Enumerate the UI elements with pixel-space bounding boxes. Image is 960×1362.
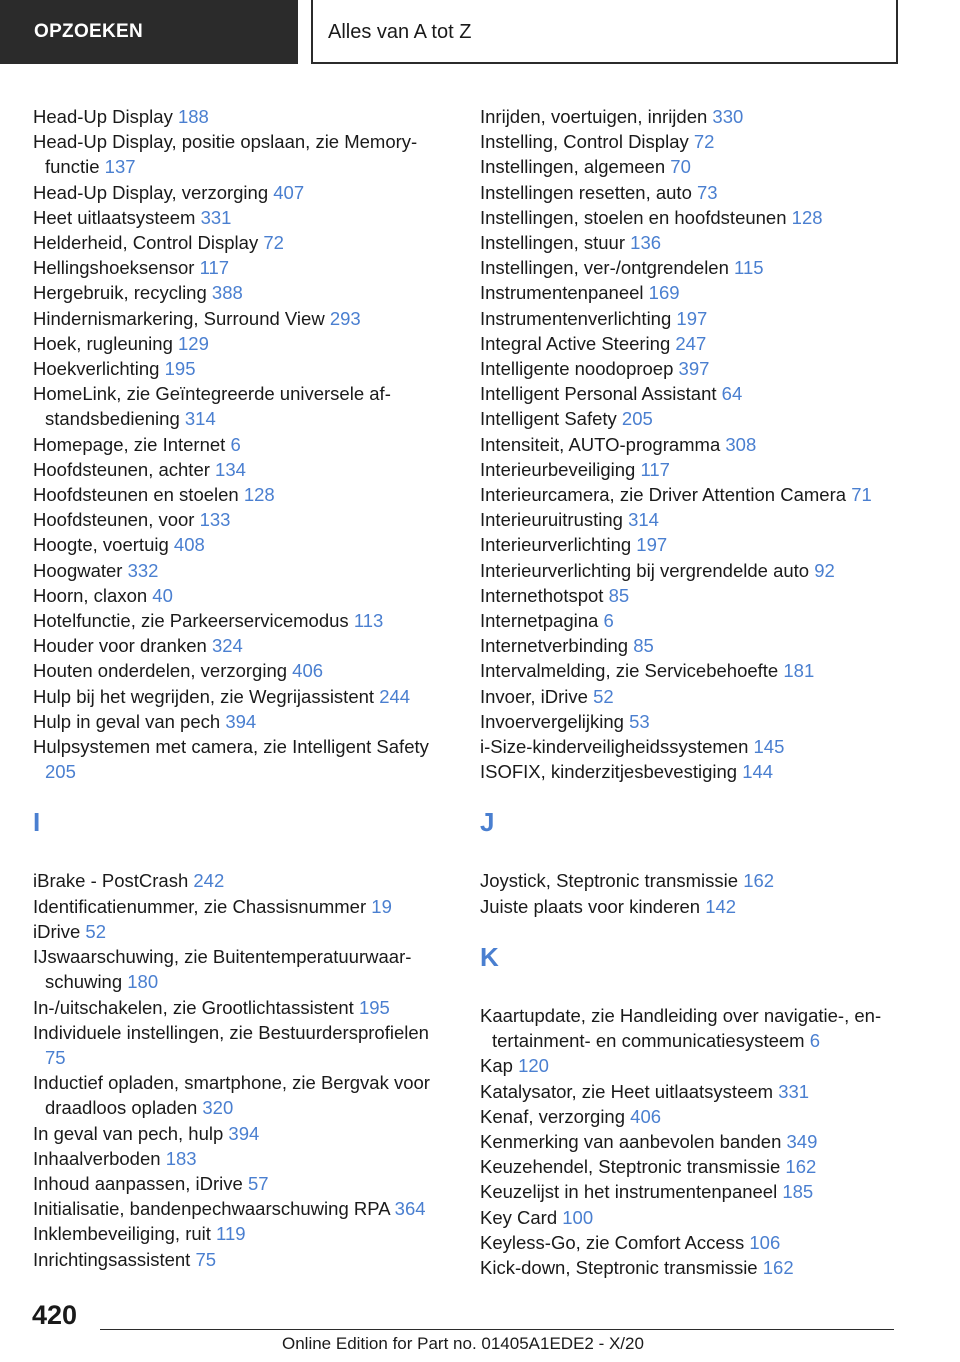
index-entry [480,1053,900,1078]
index-entry-page-link[interactable]: 293 [329,307,361,329]
index-entry-text: Instellingen resetten, auto [480,181,698,203]
index-entry-page-link[interactable]: 244 [379,685,411,707]
index-entry-text: Initialisatie, bandenpechwaarschuwing RPA [33,1198,395,1220]
index-entry [480,457,900,482]
index-entry-page-link[interactable]: 397 [678,358,710,380]
index-entry-page-link[interactable]: 52 [85,920,106,942]
index-column-left [33,104,443,1272]
index-entry-text: In-/uitschakelen, zie Grootlichtassistent [33,996,359,1018]
index-entry [480,558,900,583]
index-entry-page-link[interactable]: 75 [45,1046,66,1068]
index-entry-text: Intensiteit, AUTO-programma [480,433,726,455]
index-entry-page-link[interactable]: 388 [211,282,243,304]
index-entry-page-link[interactable]: 117 [640,458,670,480]
index-entry-text: Key Card [480,1206,563,1228]
index-entry [33,331,443,356]
index-entry-text: Houten onderdelen, verzorging [33,660,293,682]
index-entry [33,608,443,633]
index-entry-page-link[interactable]: 85 [633,635,654,657]
index-entry-text: Hoogte, voertuig [33,534,174,556]
index-entry-page-link[interactable]: 129 [178,332,209,354]
index-entry-text: Hulp in geval van pech [33,710,226,732]
index-entry-text: Instellingen, algemeen [480,156,671,178]
index-entry-text: Houder voor dranken [33,635,212,657]
index-entry-text: Interieurverlichting bij vergrendelde auto [480,559,815,581]
index-entry-page-link[interactable]: 407 [273,181,305,203]
index-entry-text: Helderheid, Control Display [33,232,264,254]
index-entry [33,1196,443,1221]
index-entry-text: Hulp bij het wegrijden, zie Wegrijassistent [33,685,380,707]
index-section-letter: K [480,941,499,972]
index-entry [33,356,443,381]
index-entry [480,734,900,759]
index-entry-text: Hindernismarkering, Surround View [33,307,330,329]
index-entry [480,432,900,457]
index-entry [480,482,900,507]
index-section-letter: I [33,807,41,838]
index-entry-page-link[interactable]: 53 [629,710,650,732]
index-entry [480,868,900,893]
index-entry-page-link[interactable]: 394 [228,1122,260,1144]
index-entry [33,104,443,129]
index-entry-page-link[interactable]: 324 [211,635,243,657]
index-entry-page-link[interactable]: 117 [199,257,230,279]
index-entry-text: Kaartupdate, zie Handleiding over navigatie-, entertainment- en communicatiesysteem [480,1004,882,1052]
index-entry-page-link[interactable]: 142 [705,895,737,917]
index-entry-page-link[interactable]: 6 [603,610,614,632]
index-entry-page-link[interactable]: 119 [216,1223,246,1245]
index-entry-text: Identificatienummer, zie Chassisnummer [33,895,372,917]
index-entry-text: Hoekverlichting [33,358,165,380]
index-entry-page-link[interactable]: 115 [734,257,764,279]
index-entry [480,1079,900,1104]
index-entry [33,868,443,893]
index-entry-page-link[interactable]: 144 [742,761,774,783]
index-entry-text: Kick-down, Steptronic transmissie [480,1256,763,1278]
index-entry-text: Internethotspot [480,584,609,606]
index-entry [480,658,900,683]
index-entry-page-link[interactable]: 72 [693,131,715,153]
index-entry-text: Integral Active Steering [480,332,676,354]
index-entry [480,306,900,331]
index-entry-text: Head-Up Display [33,106,178,127]
index-entry-text: iBrake - PostCrash [33,870,194,892]
index-entry [480,255,900,280]
index-entry-page-link[interactable]: 331 [200,206,232,228]
index-entry-page-link[interactable]: 308 [725,433,757,455]
index-entry-page-link[interactable]: 75 [195,1248,217,1270]
index-entry-text: Keyless-Go, zie Comfort Access [480,1231,750,1253]
index-entry-text: Hoofdsteunen en stoelen [33,484,244,506]
index-entry-page-link[interactable]: 349 [786,1130,818,1152]
index-entry [480,1129,900,1154]
index-entry-text: Hulpsystemen met camera, zie Intelligent Safety [33,736,429,758]
section-tab: OPZOEKEN [0,0,298,64]
index-entry [33,1171,443,1196]
index-entry-text: Invoervergelijking [480,710,630,732]
index-entry-text: In geval van pech, hulp [33,1122,229,1144]
index-entry-page-link[interactable]: 57 [247,1172,269,1194]
index-entry [33,658,443,683]
index-entry-text: Keuzehendel, Steptronic transmissie [480,1156,786,1178]
index-entry-page-link[interactable]: 64 [721,383,743,405]
index-entry-text: Invoer, iDrive [480,685,594,707]
index-entry-text: Hoorn, claxon [33,584,153,606]
index-entry-text: Intervalmelding, zie Servicebehoefte [480,660,784,682]
index-entry [480,894,900,919]
index-entry-page-link[interactable]: 195 [358,996,390,1018]
index-entry-page-link[interactable]: 364 [394,1198,426,1220]
index-entry-text: Head-Up Display, verzorging [33,181,274,203]
index-entry [33,1070,443,1120]
index-entry [33,1247,443,1272]
index-entry [33,684,443,709]
index-entry-text: Joystick, Steptronic transmissie [480,870,744,892]
index-entry-page-link[interactable]: 331 [778,1080,810,1102]
index-entry [33,944,443,994]
index-entry [480,180,900,205]
index-entry-page-link[interactable]: 197 [676,307,708,329]
index-entry [33,230,443,255]
index-entry-page-link[interactable]: 6 [230,433,241,455]
index-entry-text: Hellingshoeksensor [33,257,200,279]
index-entry [33,205,443,230]
index-entry-page-link[interactable]: 106 [749,1231,781,1253]
index-entry-text: Kap [480,1055,519,1077]
index-entry-page-link[interactable]: 100 [562,1206,594,1228]
index-entry-text: ISOFIX, kinderzitjesbevestiging [480,761,743,783]
index-entry [33,1121,443,1146]
index-entry-text: Hoek, rugleuning [33,332,179,354]
index-entry-page-link[interactable]: 6 [809,1030,821,1052]
index-entry-text: Instrumentenverlichting [480,307,677,329]
index-entry-text: Intelligente noodoproep [480,358,679,380]
index-entry-page-link[interactable]: 113 [353,610,384,632]
index-entry-page-link[interactable]: 181 [783,660,815,682]
index-entry-text: Inklembeveiliging, ruit [33,1223,217,1245]
index-entry-page-link[interactable]: 162 [762,1256,794,1278]
footer-divider [100,1329,894,1330]
index-entry [33,633,443,658]
index-entry-page-link[interactable]: 72 [263,232,284,254]
index-entry [33,709,443,734]
index-entry-page-link[interactable]: 162 [743,870,775,892]
index-entry-text: i-Size-kinderveiligheidssystemen [480,736,754,758]
index-entry-page-link[interactable]: 406 [630,1105,662,1127]
index-entry [33,919,443,944]
index-section-letter: J [480,807,495,838]
index-entry [480,154,900,179]
index-entry-text: Hoogwater [33,559,128,581]
index-entry-text: Interieurverlichting [480,534,637,556]
index-entry-text: Homepage, zie Internet [33,433,231,455]
index-entry [480,104,900,129]
index-entry [33,995,443,1020]
index-entry-page-link[interactable]: 185 [782,1181,814,1203]
index-entry-text: Interieurcamera, zie Driver Attention Camera [480,484,852,506]
index-entry [480,129,900,154]
index-entry-page-link[interactable]: 406 [292,660,324,682]
page-title: Alles van A tot Z [328,21,472,43]
index-entry-text: Head-Up Display, positie opslaan, zie Memoryfunctie [33,131,418,178]
index-entry-text: Intelligent Safety [480,408,622,430]
index-entry [480,1255,900,1280]
index-entry [480,1230,900,1255]
index-entry [480,1154,900,1179]
index-entry [480,381,900,406]
index-entry-text: Internetpagina [480,610,604,632]
index-entry [33,306,443,331]
index-entry-page-link[interactable]: 52 [593,685,614,707]
index-entry-text: Instrumentenpaneel [480,282,649,304]
index-entry-page-link[interactable]: 205 [45,761,76,783]
index-entry-text: Hotelfunctie, zie Parkeerservicemodus [33,610,354,632]
index-entry [480,230,900,255]
index-entry [480,1205,900,1230]
index-entry [33,894,443,919]
index-entry [33,532,443,557]
index-entry [480,709,900,734]
index-entry-text: Interieuruitrusting [480,509,629,531]
index-entry-page-link[interactable]: 408 [173,534,205,556]
index-entry [480,583,900,608]
index-entry-page-link[interactable]: 120 [518,1055,549,1077]
index-entry-page-link[interactable]: 195 [164,358,196,380]
index-entry-page-link[interactable]: 314 [628,509,659,531]
index-entry-page-link[interactable]: 197 [636,534,668,556]
index-entry-text: Instelling, Control Display [480,131,694,153]
index-entry-page-link[interactable]: 330 [712,106,744,127]
index-entry-text: Intelligent Personal Assistant [480,383,722,405]
index-entry [480,356,900,381]
index-entry-page-link[interactable]: 180 [127,971,159,993]
index-entry-text: Juiste plaats voor kinderen [480,895,706,917]
index-entry-text: Keuzelijst in het instrumentenpaneel [480,1181,783,1203]
index-entry-text: Interieurbeveiliging [480,458,641,480]
index-entry [480,1179,900,1204]
index-entry-text: Inhoud aanpassen, iDrive [33,1172,248,1194]
index-entry-page-link[interactable]: 188 [177,106,209,127]
index-entry-page-link[interactable]: 394 [225,710,257,732]
index-entry-page-link[interactable]: 314 [184,408,216,430]
page-number: 420 [32,1300,78,1330]
index-entry-text: Instellingen, stoelen en hoofdsteunen [480,206,792,228]
footer-edition-text: Online Edition for Part no. 01405A1EDE2 - X/20 [282,1334,644,1353]
index-entry-text: Inductief opladen, smartphone, zie Bergvak voor draadloos opladen [33,1072,430,1119]
index-entry [480,532,900,557]
index-entry-text: Inrijden, voertuigen, inrijden [480,106,713,127]
index-entry-page-link[interactable]: 70 [670,156,691,178]
index-entry [33,1221,443,1246]
index-entry [33,457,443,482]
index-entry-page-link[interactable]: 332 [127,559,159,581]
index-entry-text: Kenmerking van aanbevolen banden [480,1130,787,1152]
index-entry-page-link[interactable]: 162 [785,1156,817,1178]
index-entry-page-link[interactable]: 137 [104,156,136,178]
index-entry [33,583,443,608]
index-entry-page-link[interactable]: 134 [215,458,246,480]
index-entry [33,482,443,507]
index-entry [480,1104,900,1129]
index-entry-page-link[interactable]: 128 [243,484,275,506]
index-entry [33,1146,443,1171]
index-entry-text: iDrive [33,920,86,942]
index-entry-text: HomeLink, zie Geïntegreerde universele afstandsbediening [33,383,391,430]
index-entry [33,381,443,431]
index-entry-page-link[interactable]: 205 [621,408,653,430]
index-entry [480,759,900,784]
index-entry [33,507,443,532]
index-entry [480,1003,900,1053]
index-entry [33,255,443,280]
index-entry-page-link[interactable]: 92 [814,559,835,581]
index-entry-text: Inhaalverboden [33,1147,166,1169]
index-entry-text: Individuele instellingen, zie Bestuurdersprofielen [33,1021,429,1043]
index-entry [33,558,443,583]
index-entry-page-link[interactable]: 71 [851,484,872,506]
index-entry [480,331,900,356]
index-entry-text: Heet uitlaatsysteem [33,206,201,228]
index-entry-page-link[interactable]: 169 [648,282,680,304]
header-title-box [311,0,898,64]
index-column-right [480,104,900,1280]
index-entry [480,633,900,658]
index-entry-text: IJswaarschuwing, zie Buitentemperatuurwaarschuwing [33,946,412,993]
index-entry [33,734,443,784]
index-entry-page-link[interactable]: 19 [371,895,392,917]
index-entry-text: Inrichtingsassistent [33,1248,196,1270]
index-entry-text: Katalysator, zie Heet uitlaatsysteem [480,1080,779,1102]
index-entry-page-link[interactable]: 145 [753,736,785,758]
index-entry-page-link[interactable]: 136 [630,232,662,254]
index-entry-page-link[interactable]: 85 [608,584,630,606]
index-entry-page-link[interactable]: 73 [697,181,718,203]
index-entry-page-link[interactable]: 133 [199,509,231,531]
index-entry-page-link[interactable]: 247 [675,332,707,354]
index-entry [480,406,900,431]
index-entry [33,129,443,179]
index-entry [480,608,900,633]
index-entry-text: Hoofdsteunen, voor [33,509,200,531]
index-entry-page-link[interactable]: 320 [202,1097,234,1119]
index-entry-page-link[interactable]: 242 [193,870,225,892]
index-entry-text: Hergebruik, recycling [33,282,212,304]
index-entry [480,205,900,230]
index-entry [33,180,443,205]
index-entry [480,684,900,709]
index-entry-page-link[interactable]: 183 [165,1147,197,1169]
index-entry-text: Instellingen, stuur [480,232,631,254]
index-entry-text: Internetverbinding [480,635,634,657]
index-entry-text: Hoofdsteunen, achter [33,458,216,480]
index-entry [33,432,443,457]
index-entry [480,507,900,532]
index-entry [480,280,900,305]
index-entry-text: Kenaf, verzorging [480,1105,631,1127]
index-entry-page-link[interactable]: 40 [152,584,173,606]
index-entry [33,1020,443,1070]
index-entry-page-link[interactable]: 128 [791,206,823,228]
index-entry-text: Instellingen, ver-/ontgrendelen [480,257,735,279]
index-entry [33,280,443,305]
